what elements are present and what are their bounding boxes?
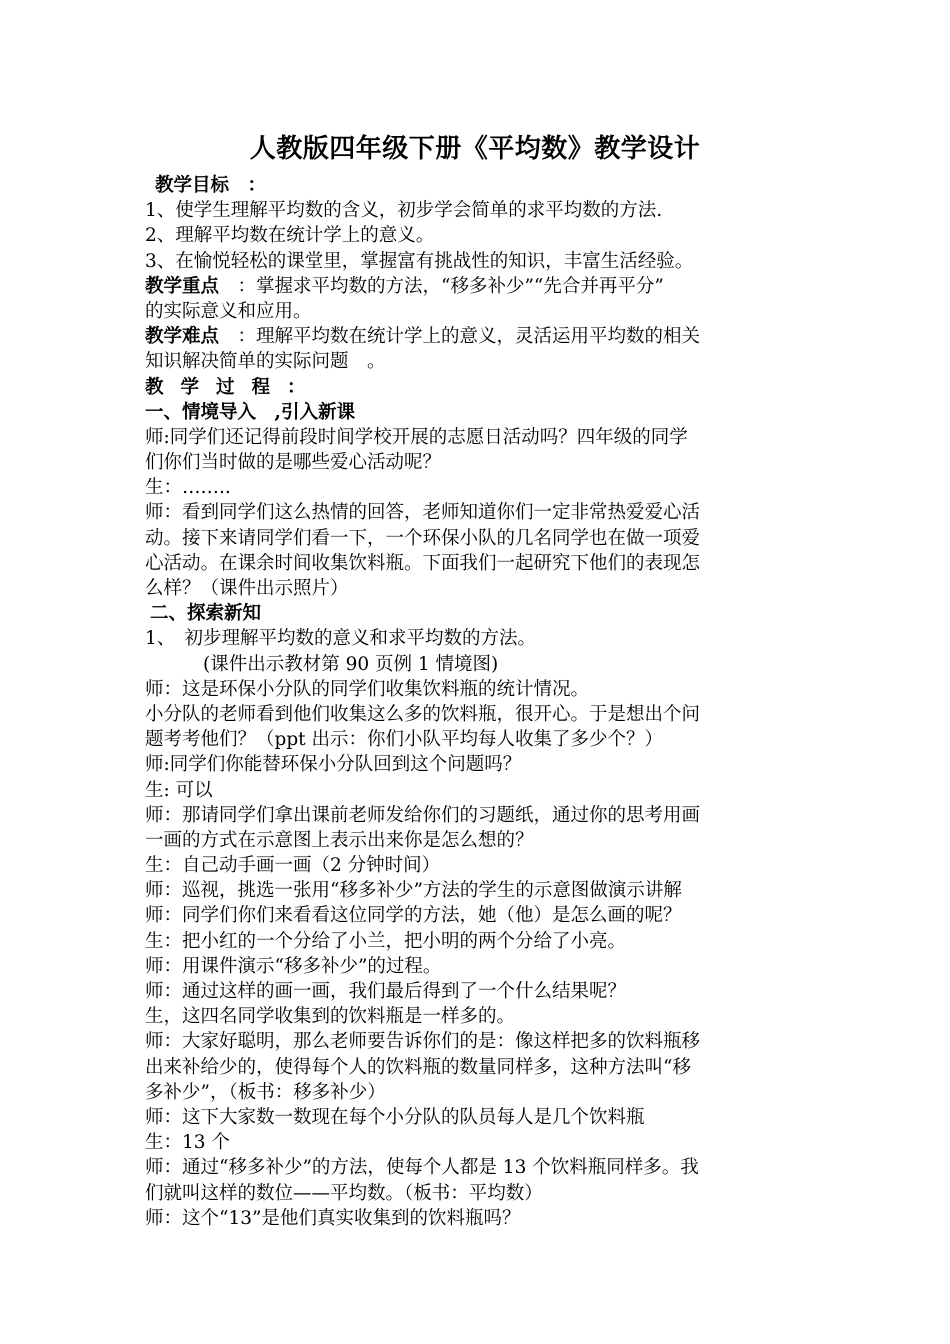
paragraph-line <box>145 652 810 677</box>
paragraph-line <box>145 778 810 803</box>
line-text: 么样？（课件出示照片） <box>145 578 349 599</box>
line-text: 3、在愉悦轻松的课堂里，掌握富有挑战性的知识，丰富生活经验。 <box>145 250 694 272</box>
line-text: 师：那请同学们拿出课前老师发给你们的习题纸，通过你的思考用画 <box>145 804 701 826</box>
document-body <box>145 173 810 1231</box>
heading-label: 一、情境导入 ,引入新课 <box>145 401 355 423</box>
paragraph-line <box>145 1080 810 1105</box>
line-text: 师：巡视，挑选一张用“移多补少”方法的学生的示意图做演示讲解 <box>145 880 682 902</box>
paragraph-line <box>145 1130 810 1155</box>
line-text: 师：通过“移多补少”的方法，使每个人都是 13 个饮料瓶同样多。我 <box>145 1157 699 1179</box>
line-text: 1、 初步理解平均数的意义和求平均数的方法。 <box>145 628 537 650</box>
paragraph-line <box>145 702 810 727</box>
line-text: 师：同学们你们来看看这位同学的方法，她（他）是怎么画的呢？ <box>145 905 682 927</box>
paragraph-line <box>145 475 810 500</box>
paragraph-line <box>145 1206 810 1231</box>
line-text: 生：把小红的一个分给了小兰，把小明的两个分给了小亮。 <box>145 930 627 952</box>
section-heading-objectives <box>145 173 810 198</box>
line-text: 师：大家好聪明，那么老师要告诉你们的是：像这样把多的饮料瓶移 <box>145 1031 701 1053</box>
line-text: 师：这下大家数一数现在每个小分队的队员每人是几个饮料瓶 <box>145 1106 645 1128</box>
paragraph-line <box>145 828 810 853</box>
line-text: 动。接下来请同学们看一下，一个环保小队的几名同学也在做一项爱 <box>145 527 701 549</box>
paragraph-line <box>145 349 810 374</box>
line-text: 多补少”，（板书：移多补少） <box>145 1081 386 1103</box>
line-text: 师:同学们还记得前段时间学校开展的志愿日活动吗？四年级的同学 <box>145 426 688 448</box>
paragraph-line <box>145 903 810 928</box>
paragraph-line <box>145 878 810 903</box>
section-heading-intro <box>145 400 810 425</box>
difficulty-line <box>145 324 810 349</box>
paragraph-line <box>145 1181 810 1206</box>
paragraph-line <box>145 1055 810 1080</box>
heading-label: 二、探索新知 <box>150 603 262 625</box>
line-text: 生：13 个 <box>145 1132 230 1154</box>
line-text: ：理解平均数在统计学上的意义，灵活运用平均数的相关 <box>219 326 701 348</box>
paragraph-line <box>145 1105 810 1130</box>
line-text: 出来补给少的，使得每个人的饮料瓶的数量同样多，这种方法叫“移 <box>145 1056 691 1078</box>
objective-item <box>145 223 810 248</box>
paragraph-line <box>145 727 810 752</box>
line-text: 题考考他们？（ppt 出示：你们小队平均每人收集了多少个？） <box>145 729 664 751</box>
line-text: 们你们当时做的是哪些爱心活动呢？ <box>145 452 442 474</box>
line-text: 1、使学生理解平均数的含义，初步学会简单的求平均数的方法. <box>145 200 663 222</box>
line-text: 的实际意义和应用。 <box>145 300 312 322</box>
paragraph-line <box>145 853 810 878</box>
line-text: ：掌握求平均数的方法，“移多补少”“先合并再平分” <box>219 275 664 297</box>
paragraph-line <box>145 500 810 525</box>
line-text: 师：看到同学们这么热情的回答，老师知道你们一定非常热爱爱心活 <box>145 502 701 524</box>
line-text: 心活动。在课余时间收集饮料瓶。下面我们一起研究下他们的表现怎 <box>145 552 701 574</box>
paragraph-line <box>145 979 810 1004</box>
paragraph-line <box>145 752 810 777</box>
line-text: 生，这四名同学收集到的饮料瓶是一样多的。 <box>145 1006 516 1028</box>
line-text: 生: 可以 <box>145 779 213 801</box>
paragraph-line <box>145 299 810 324</box>
heading-label: 教学目标 ： <box>155 175 267 196</box>
line-text: 们就叫这样的数位——平均数。（板书：平均数） <box>145 1182 543 1204</box>
section-heading-process <box>145 375 810 400</box>
paragraph-line <box>145 954 810 979</box>
line-text: (课件出示教材第 90 页例 1 情境图) <box>203 653 499 675</box>
line-text: 生：自己动手画一画（2 分钟时间） <box>145 855 441 877</box>
key-points-label: 教学重点 <box>145 275 220 297</box>
paragraph-line <box>145 425 810 450</box>
paragraph-line <box>145 450 810 475</box>
line-text: 小分队的老师看到他们收集这么多的饮料瓶，很开心。于是想出个问 <box>145 703 701 725</box>
paragraph-line <box>145 1029 810 1054</box>
paragraph-line <box>145 626 810 651</box>
line-text: 一画的方式在示意图上表示出来你是怎么想的？ <box>145 829 534 851</box>
paragraph-line <box>145 1155 810 1180</box>
document-title: 人教版四年级下册《平均数》教学设计 <box>249 134 701 164</box>
heading-label: 教学过程： <box>145 376 323 398</box>
line-text: 生：…….. <box>145 477 231 499</box>
section-heading-explore <box>145 601 810 626</box>
difficulty-label: 教学难点 <box>145 326 220 348</box>
line-text: 师：通过这样的画一画，我们最后得到了一个什么结果呢？ <box>145 981 627 1002</box>
paragraph-line <box>145 929 810 954</box>
paragraph-line <box>145 526 810 551</box>
key-points-line <box>145 274 810 299</box>
paragraph-line <box>145 551 810 576</box>
objective-item <box>145 249 810 274</box>
line-text: 2、理解平均数在统计学上的意义。 <box>145 225 435 247</box>
line-text: 师:同学们你能替环保小分队回到这个问题吗？ <box>145 754 522 776</box>
line-text: 师：这个“13”是他们真实收集到的饮料瓶吗？ <box>145 1207 521 1229</box>
objective-item <box>145 198 810 223</box>
line-text: 师：这是环保小分队的同学们收集饮料瓶的统计情况。 <box>145 678 590 700</box>
line-text: 师：用课件演示“移多补少”的过程。 <box>145 955 442 977</box>
paragraph-line <box>145 677 810 702</box>
paragraph-line <box>145 576 810 601</box>
paragraph-line <box>145 1004 810 1029</box>
paragraph-line <box>145 803 810 828</box>
line-text: 知识解决简单的实际问题 。 <box>145 351 386 373</box>
